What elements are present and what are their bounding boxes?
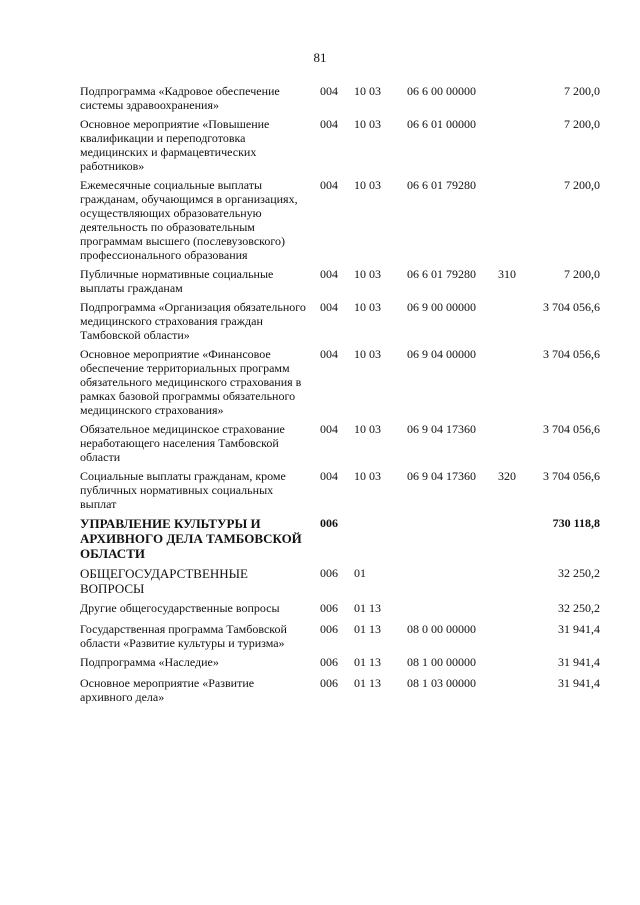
- table-row: [80, 267, 600, 295]
- row-name: Государственная программа Тамбовской области «Развитие культуры и туризма»: [80, 622, 287, 650]
- row-name: Основное мероприятие «Развитие архивного дела»: [80, 676, 255, 704]
- section-row: [80, 566, 600, 596]
- amount: 7 200,0: [564, 84, 600, 98]
- dept-code: 004: [320, 469, 338, 483]
- dept-code: 006: [320, 566, 338, 580]
- table-row: [80, 347, 600, 417]
- target-code: 08 1 00 00000: [407, 655, 476, 669]
- amount: 3 704 056,6: [543, 422, 600, 436]
- row-name: Обязательное медицинское страхование неработающего населения Тамбовской области: [80, 422, 285, 464]
- row-name: Основное мероприятие «Финансовое обеспечение территориальных программ обязательного медицинского страхования в рамках базовой программы обязательного медицинского страхования»: [80, 347, 302, 417]
- amount: 32 250,2: [558, 601, 600, 615]
- row-name: Ежемесячные социальные выплаты гражданам, обучающимся в организациях, осуществляющих образовательную деятельность по образовательным программам высшего (послевузовского) профессионального образования: [80, 178, 298, 262]
- section-code: 01 13: [354, 655, 381, 669]
- table-row: [80, 422, 600, 464]
- page-number: 81: [313, 50, 327, 65]
- table-row: [80, 84, 600, 112]
- expense-type: 310: [498, 267, 516, 281]
- section-code: 10 03: [354, 300, 381, 314]
- dept-code: 004: [320, 178, 338, 192]
- budget-table: [80, 84, 600, 709]
- amount: 730 118,8: [552, 516, 600, 530]
- row-name: Социальные выплаты гражданам, кроме публичных нормативных социальных выплат: [80, 469, 286, 511]
- dept-code: 006: [320, 601, 338, 615]
- target-code: 08 1 03 00000: [407, 676, 476, 690]
- row-name: Другие общегосударственные вопросы: [80, 601, 280, 615]
- table-row: [80, 178, 600, 262]
- table-row: [80, 601, 600, 617]
- table-row: [80, 469, 600, 511]
- amount: 7 200,0: [564, 267, 600, 281]
- row-name: Публичные нормативные социальные выплаты гражданам: [80, 267, 274, 295]
- row-name: Основное мероприятие «Повышение квалификации и переподготовка медицинских и фармацевтических работников»: [80, 117, 270, 173]
- dept-code: 004: [320, 117, 338, 131]
- section-code: 01: [354, 566, 366, 580]
- table-row: [80, 300, 600, 342]
- target-code: 06 6 01 79280: [407, 178, 476, 192]
- target-code: 06 6 01 00000: [407, 117, 476, 131]
- department-header-row: [80, 516, 600, 561]
- section-code: 10 03: [354, 469, 381, 483]
- dept-code: 006: [320, 676, 338, 690]
- target-code: 06 6 00 00000: [407, 84, 476, 98]
- amount: 32 250,2: [558, 566, 600, 580]
- section-code: 01 13: [354, 622, 381, 636]
- dept-code: 004: [320, 347, 338, 361]
- section-code: 10 03: [354, 117, 381, 131]
- amount: 7 200,0: [564, 178, 600, 192]
- amount: 7 200,0: [564, 117, 600, 131]
- target-code: 06 9 04 00000: [407, 347, 476, 361]
- row-name: Подпрограмма «Наследие»: [80, 655, 219, 669]
- section-code: 10 03: [354, 267, 381, 281]
- dept-code: 006: [320, 516, 338, 530]
- row-name: Подпрограмма «Кадровое обеспечение системы здравоохранения»: [80, 84, 280, 112]
- dept-code: 004: [320, 267, 338, 281]
- section-title: ОБЩЕГОСУДАРСТВЕННЫЕ ВОПРОСЫ: [80, 566, 248, 596]
- section-code: 01 13: [354, 601, 381, 615]
- section-code: 01 13: [354, 676, 381, 690]
- dept-code: 006: [320, 622, 338, 636]
- section-code: 10 03: [354, 347, 381, 361]
- target-code: 06 9 00 00000: [407, 300, 476, 314]
- target-code: 06 9 04 17360: [407, 469, 476, 483]
- dept-code: 004: [320, 422, 338, 436]
- department-title: УПРАВЛЕНИЕ КУЛЬТУРЫ И АРХИВНОГО ДЕЛА ТАМБОВСКОЙ ОБЛАСТИ: [80, 516, 302, 561]
- amount: 3 704 056,6: [543, 300, 600, 314]
- amount: 3 704 056,6: [543, 469, 600, 483]
- target-code: 06 9 04 17360: [407, 422, 476, 436]
- row-name: Подпрограмма «Организация обязательного медицинского страхования граждан Тамбовской области»: [80, 300, 306, 342]
- target-code: 08 0 00 00000: [407, 622, 476, 636]
- dept-code: 006: [320, 655, 338, 669]
- dept-code: 004: [320, 300, 338, 314]
- section-code: 10 03: [354, 84, 381, 98]
- table-row: [80, 676, 600, 704]
- table-row: [80, 622, 600, 650]
- target-code: 06 6 01 79280: [407, 267, 476, 281]
- expense-type: 320: [498, 469, 516, 483]
- section-code: 10 03: [354, 178, 381, 192]
- table-row: [80, 655, 600, 671]
- amount: 31 941,4: [558, 622, 600, 636]
- dept-code: 004: [320, 84, 338, 98]
- amount: 3 704 056,6: [543, 347, 600, 361]
- section-code: 10 03: [354, 422, 381, 436]
- amount: 31 941,4: [558, 655, 600, 669]
- table-row: [80, 117, 600, 173]
- amount: 31 941,4: [558, 676, 600, 690]
